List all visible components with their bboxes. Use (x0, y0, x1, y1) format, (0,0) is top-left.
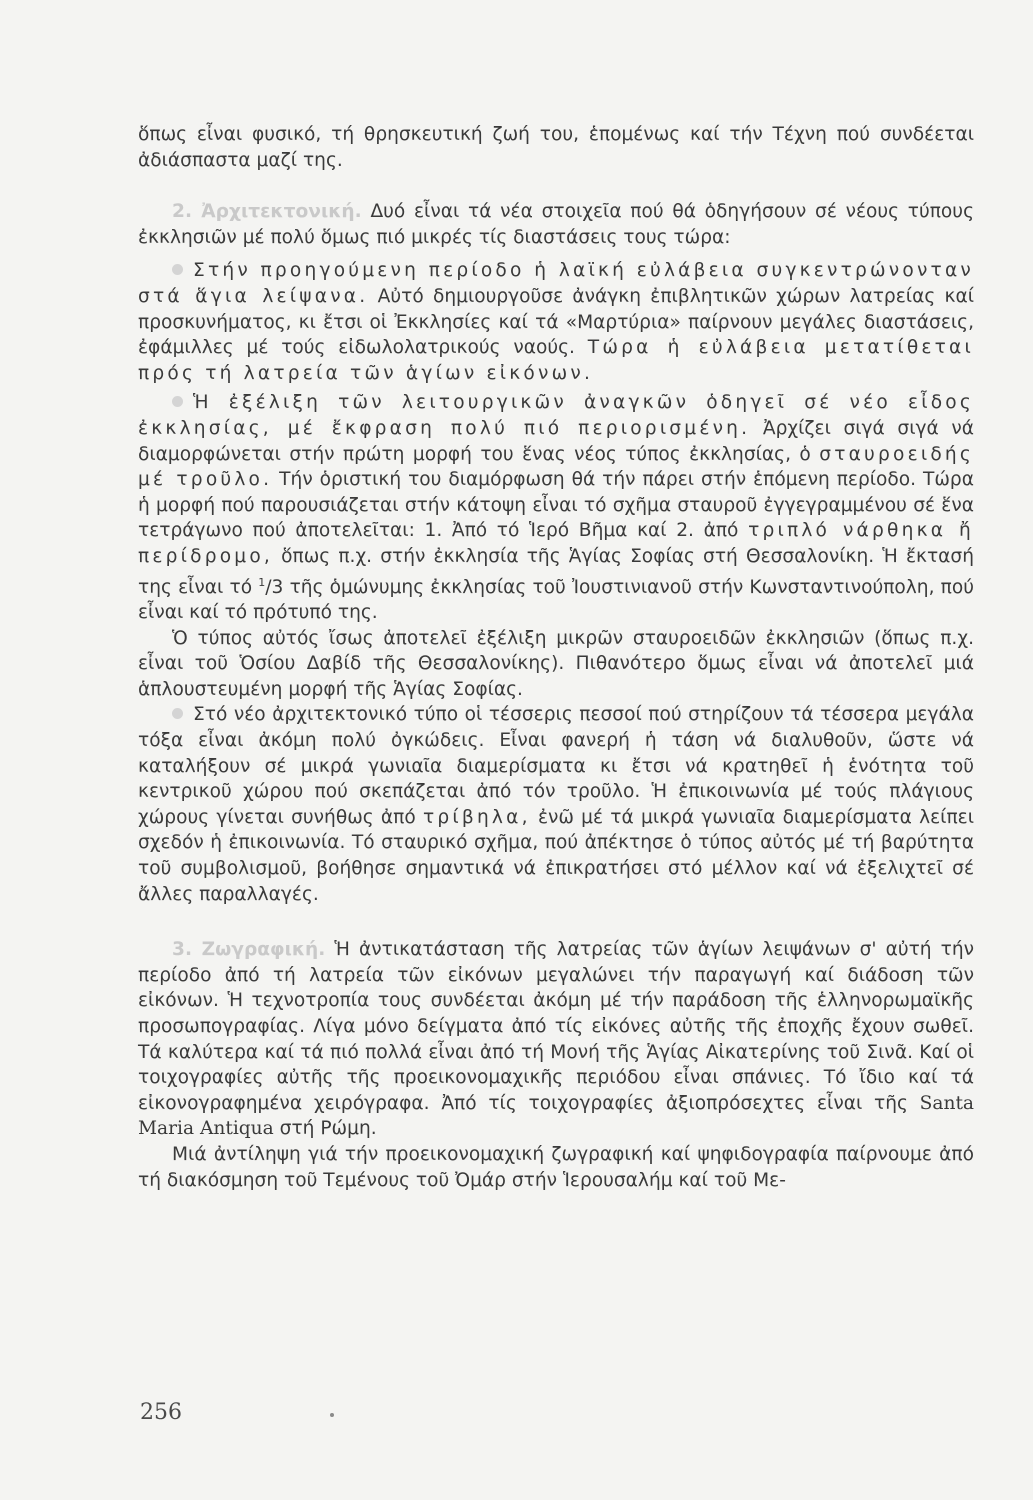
section-heading-painting: 3. Ζωγραφική. (172, 939, 326, 961)
spaced-text: τρίβηλα, (422, 806, 531, 828)
bullet-paragraph-piers (138, 702, 974, 907)
ink-speck (330, 1413, 334, 1417)
paragraph-text: Μιά ἀντίληψη γιά τήν προεικονομαχική ζωγραφική καί ψηφιδογραφία παίρνουμε ἀπό τή διακόσμηση τοῦ Τεμένους τοῦ Ὀμάρ στήν Ἱερουσαλήμ καί τοῦ Με- (138, 1143, 974, 1191)
intro-text: ὅπως εἶναι φυσικό, τή θρησκευτική ζωή του, ἑπομένως καί τήν Τέχνη πού συνδέεται ἀδιάσπαστα μαζί της. (138, 124, 974, 171)
paragraph-text: στή Ρώμη. (273, 1118, 377, 1140)
paragraph-text: ἐνῶ μέ τά μικρά γωνιαῖα διαμερίσματα λείπει σχεδόν ἡ ἐπικοινωνία. Τό σταυρικό σχῆμα, πού ἀπέκτησε ὁ τύπος αὐτός μέ τή βαρύτητα τοῦ συμβολισμοῦ, βοήθησε σημαντικά νά ἐπικρατήσει στό μέλλον καί νά ἐξελιχτεῖ σέ ἄλλες παραλλαγές. (138, 806, 974, 905)
bullet-dot-icon (172, 264, 183, 275)
page-body (138, 122, 974, 1193)
section-heading-architecture: 2. Ἀρχιτεκτονική. (172, 201, 362, 223)
paragraph-text: Ὁ τύπος αὐτός ἴσως ἀποτελεῖ ἐξέλιξη μικρῶν σταυροειδῶν ἐκκλησιῶν (ὅπως π.χ. εἶναι τοῦ Ὁσίου Δαβίδ τῆς Θεσσαλονίκης). Πιθανότερο ὅμως εἶναι νά ἀποτελεῖ μιά ἁπλουστευμένη μορφή τῆς Ἁγίας Σοφίας. (138, 627, 974, 700)
page-number: 256 (140, 1400, 182, 1425)
paragraph-last (138, 1142, 974, 1193)
bullet-dot-icon (172, 396, 183, 407)
spaced-text: Ἡ ἐξέλιξη τῶν λειτουργικῶν ἀναγκῶν ὁδηγεῖ σέ νέο εἶδος ἐκκλησίας, μέ ἔκφραση πολύ πιό περιορισμένη. (138, 392, 974, 439)
bullet-paragraph-evolution (138, 390, 974, 625)
spaced-text: Τώρα ἡ εὐλάβεια μετατίθεται πρός τή λατρεία τῶν ἁγίων εἰκόνων. (138, 337, 974, 384)
spaced-text: σταυροειδής μέ τροῦλο. (138, 443, 974, 491)
fraction-numerator: 1 (258, 575, 266, 589)
section-painting (138, 937, 974, 1142)
paragraph-intro (138, 122, 974, 173)
paragraph-text: Τήν ὁριστική του διαμόρφωση θά τήν πάρει στήν ἑπόμενη περίοδο. Τώρα ἡ μορφή πού παρουσιάζεται στήν κάτοψη εἶναι τό σχῆμα σταυροῦ ἐγγεγραμμένου σέ ἕνα τετράγωνο πού ἀποτελεῖται: 1. Ἀπό τό Ἱερό Βῆμα καί 2. ἀπό (138, 469, 974, 542)
paragraph-text: ὅπως π.χ. στήν ἐκκλησία τῆς Ἁγίας Σοφίας στή Θεσσαλονίκη. Ἡ ἔκτασή της εἶναι τό (138, 545, 974, 598)
paragraph-text: Ἀρχίζει σιγά σιγά νά διαμορφώνεται στήν πρώτη μορφή του ἕνας νέος τύπος ἐκκλησίας, ὁ (138, 417, 974, 465)
paragraph-type-origin (138, 626, 974, 703)
section-architecture (138, 199, 974, 250)
spaced-text: Στήν προηγούμενη περίοδο ἡ λαϊκή εὐλάβεια συγκεντρώνονταν στά ἅγια λείψανα. (138, 260, 974, 307)
paragraph-text: Αὐτό δημιουργοῦσε ἀνάγκη ἐπιβλητικῶν χώρων λατρείας καί προσκυνήματος, κι ἔτσι οἱ Ἐκκλησίες καί τά «Μαρτύρια» παίρνουν μεγάλες διαστάσεις, ἐφάμιλλες μέ τούς εἰδωλολατρικούς ναούς. (138, 285, 975, 359)
spaced-text: τριπλό νάρθηκα ἤ περίδρομο, (138, 520, 974, 567)
fraction-denominator: /3 (265, 576, 284, 598)
architecture-intro-text: Δυό εἶναι τά νέα στοιχεῖα πού θά ὁδηγήσουν σέ νέους τύπους ἐκκλησιῶν μέ πολύ ὅμως πιό μικρές τίς διαστάσεις τους τώρα: (138, 201, 974, 248)
bullet-paragraph-relics (138, 258, 974, 386)
paragraph-text: τῆς ὁμώνυμης ἐκκλησίας τοῦ Ἰουστινιανοῦ στήν Κωνσταντινούπολη, πού εἶναι καί τό πρότυπό της. (138, 576, 974, 624)
latin-church-name: Santa Maria Antiqua (138, 1092, 974, 1140)
paragraph-text: Στό νέο ἀρχιτεκτονικό τύπο οἱ τέσσερις πεσσοί πού στηρίζουν τά τέσσερα μεγάλα τόξα εἶναι ἀκόμη πολύ ὀγκώδεις. Εἶναι φανερή ἡ τάση νά διαλυθοῦν, ὥστε νά καταλήξουν σέ μικρά γωνιαῖα διαμερίσματα κι ἔτσι νά κρατηθεῖ ἡ ἑνότητα τοῦ κεντρικοῦ χώρου πού σκεπάζεται ἀπό τόν τροῦλο. Ἡ ἐπικοινωνία μέ τούς πλάγιους χώρους γίνεται συνήθως ἀπό (138, 704, 974, 828)
bullet-dot-icon (172, 708, 183, 719)
paragraph-text: Ἡ ἀντικατάσταση τῆς λατρείας τῶν ἁγίων λειψάνων σ' αὐτή τήν περίοδο ἀπό τή λατρεία τῶν εἰκόνων μεγαλώνει τήν παραγωγή καί διάδοση τῶν εἰκόνων. Ἡ τεχνοτροπία τους συνδέεται ἀκόμη μέ τήν παράδοση τῆς ἑλληνορωμαϊκῆς προσωπογραφίας. Λίγα μόνο δείγματα ἀπό τίς εἰκόνες αὐτῆς τῆς ἐποχῆς ἔχουν σωθεῖ. Τά καλύτερα καί τά πιό πολλά εἶναι ἀπό τή Μονή τῆς Ἁγίας Αἰκατερίνης τοῦ Σινᾶ. Καί οἱ τοιχογραφίες αὐτῆς τῆς προεικονομαχικῆς περιόδου εἶναι σπάνιες. Τό ἴδιο καί τά εἰκονογραφημένα χειρόγραφα. Ἀπό τίς τοιχογραφίες ἀξιοπρόσεχτες εἶναι τῆς (138, 939, 974, 1114)
